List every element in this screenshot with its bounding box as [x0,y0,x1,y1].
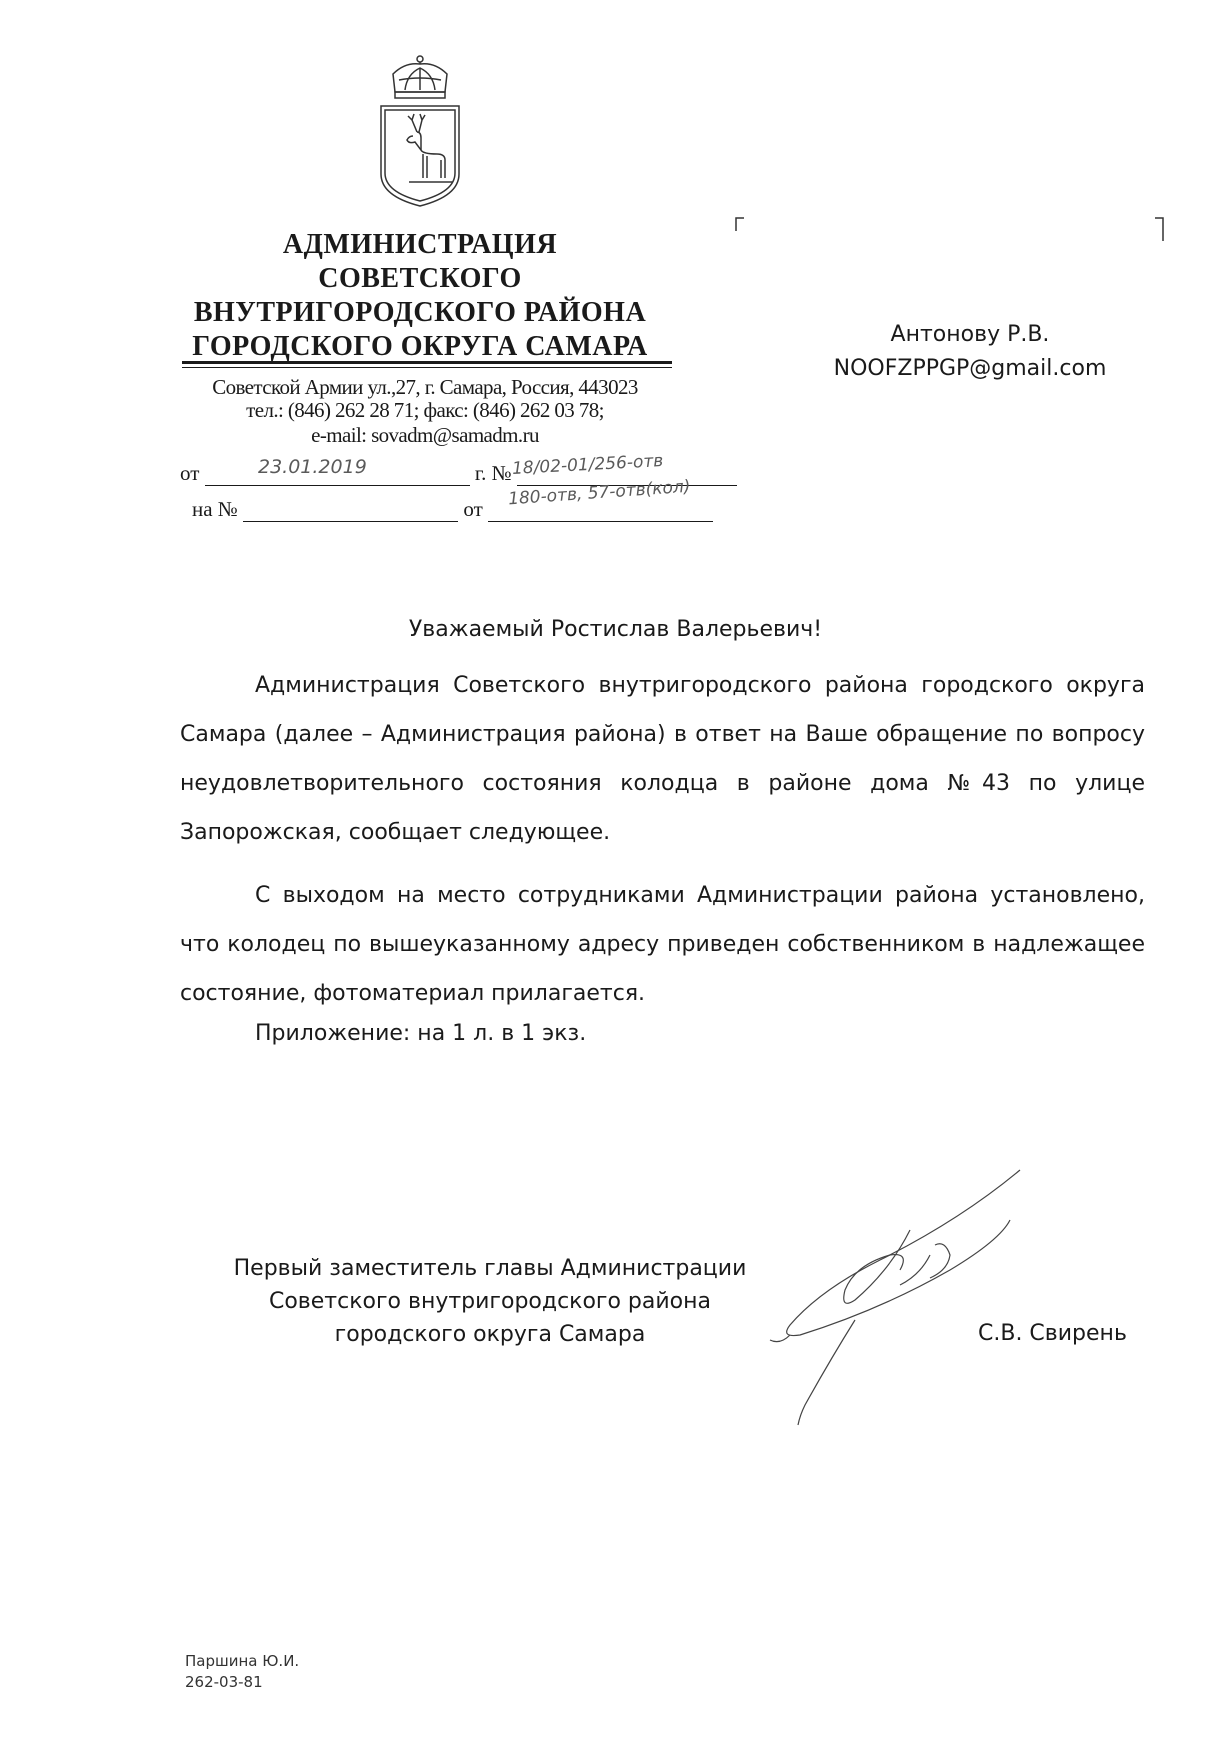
signer-position [195,1252,785,1351]
ref-num-label: г. № [474,461,512,485]
executor-block [185,1651,299,1693]
signer-position-line-2: Советского внутригородского района [268,1289,712,1314]
signer-name: С.В. Свирень [978,1321,1127,1346]
ref-from-label: от [180,461,200,485]
ref-row-incoming [192,497,713,522]
addressee-block [805,318,1135,386]
ref-number-handwritten-2: 180-отв, 57-отв(кол) [507,476,692,510]
signer-position-line-3: городского округа Самара [334,1322,646,1347]
addressee-name: Антонову Р.В. [890,322,1050,347]
ref-date-handwritten: 23.01.2019 [258,456,367,478]
email-line: e-mail: sovadm@samadm.ru [311,423,539,447]
executor-phone: 262-03-81 [185,1673,263,1691]
org-name-line-1: АДМИНИСТРАЦИЯ [282,229,558,260]
organization-name [160,228,680,364]
addressee-email: NOOFZPPGP@gmail.com [833,356,1107,381]
ref-on-number-line [243,501,458,522]
ref-on-from-label: от [463,497,483,521]
header-rule-thick [182,361,672,364]
ref-on-label: на № [192,497,238,521]
addressee-corner-left [735,217,744,231]
address-line: Советской Армии ул.,27, г. Самара, Россия, 443023 [212,375,638,399]
addressee-corner-right [1155,217,1164,241]
header-rule-thin [182,367,672,368]
body-paragraph-2: С выходом на место сотрудниками Администрации района установлено, что колодец по вышеуказанному адресу приведен собственником в надлежащее состояние, фотоматериал прилагается. [180,883,1145,1006]
appendix-line: Приложение: на 1 л. в 1 экз. [255,1021,587,1046]
salutation: Уважаемый Ростислав Валерьевич! [408,617,823,642]
contact-block [160,376,690,447]
executor-name: Паршина Ю.И. [185,1652,300,1670]
org-name-line-4: ГОРОДСКОГО ОКРУГА САМАРА [192,331,648,362]
body-paragraph-1: Администрация Советского внутригородского района городского округа Самара (далее – Администрация района) в ответ на Ваше обращение по вопросу неудовлетворительного состояния колодца в районе дома №43 по улице Запорожская, сообщает следующее. [180,673,1145,845]
handwritten-signature [760,1160,1080,1430]
ref-number-handwritten-1: 18/02-01/256-отв [511,451,664,479]
signer-position-line-1: Первый заместитель главы Администрации [233,1256,747,1281]
org-name-line-3: ВНУТРИГОРОДСКОГО РАЙОНА [193,297,647,328]
org-name-line-2: СОВЕТСКОГО [318,263,522,294]
coat-of-arms-icon [365,50,475,210]
phone-line: тел.: (846) 262 28 71; факс: (846) 262 03 78; [246,398,604,422]
